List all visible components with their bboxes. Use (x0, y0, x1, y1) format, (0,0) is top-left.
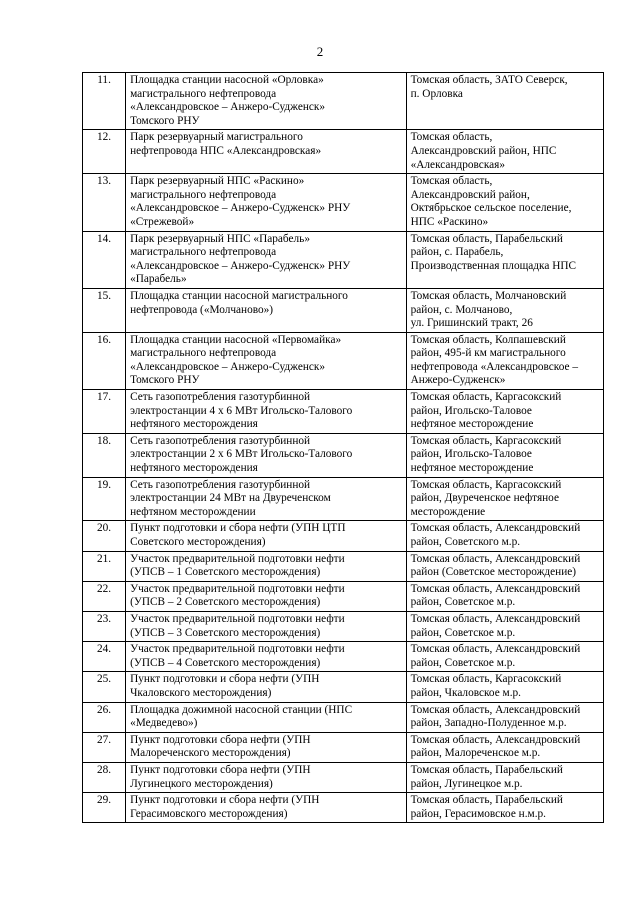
table-row (83, 73, 604, 130)
row-number-cell: 28. (83, 762, 126, 792)
facility-name-line: Пункт подготовки и сбора нефти (УПН (130, 673, 320, 686)
facility-name-line: Пункт подготовки сбора нефти (УПН (130, 733, 311, 746)
facility-name-line: электростанции 2 х 6 МВт Игольско-Талового (130, 448, 353, 461)
facility-name-line: Томского РНУ (130, 374, 200, 387)
table-row (83, 390, 604, 434)
facility-location-cell (406, 174, 603, 231)
facility-location-cell (406, 390, 603, 434)
row-number-cell: 12. (83, 130, 126, 174)
facility-name-line: Сеть газопотребления газотурбинной (130, 434, 311, 447)
facility-location-cell (406, 73, 603, 130)
facility-location-line: район, с. Молчаново, (410, 303, 513, 316)
facility-name-line: нефтепровода НПС «Александровская» (130, 144, 322, 157)
facility-name-line: Участок предварительной подготовки нефти (130, 643, 345, 656)
facility-name-line: нефтяном месторождении (130, 505, 256, 518)
row-number-cell: 16. (83, 332, 126, 389)
facility-location-cell (406, 611, 603, 641)
facility-location-cell (406, 551, 603, 581)
facility-name-cell (126, 477, 407, 521)
facility-location-line: нефтяное месторождение (410, 462, 534, 475)
facility-location-cell (406, 477, 603, 521)
facility-name-line: «Александровское – Анжеро-Судженск» (130, 101, 326, 114)
facility-location-cell (406, 672, 603, 702)
facility-location-line: Томская область, Александровский (410, 522, 581, 535)
facility-location-line: Александровский район, НПС (410, 144, 557, 157)
facility-name-line: Советского месторождения) (130, 536, 266, 548)
facility-location-line: Томская область, Парабельский (410, 232, 563, 245)
facility-location-line: Томская область, Каргасокский (410, 673, 562, 686)
facility-location-line: район, 495-й км магистрального (410, 347, 566, 360)
facility-name-line: магистрального нефтепровода (130, 347, 277, 360)
facility-name-line: Герасимовского месторождения) (130, 807, 288, 820)
facility-name-line: электростанции 24 МВт на Двуреченском (130, 492, 331, 505)
facility-name-cell (126, 231, 407, 288)
facility-name-line: Площадка станции насосной магистрального (130, 289, 348, 302)
row-number-cell: 14. (83, 231, 126, 288)
facility-location-line: нефтяное месторождение (410, 418, 534, 431)
facility-name-line: «Александровское – Анжеро-Судженск» РНУ (130, 259, 351, 272)
facility-name-line: Площадка дожимной насосной станции (НПС (130, 703, 353, 716)
facility-location-cell (406, 130, 603, 174)
facility-name-line: Пункт подготовки и сбора нефти (УПН ЦТП (130, 522, 346, 535)
facility-name-line: магистрального нефтепровода (130, 246, 277, 259)
table-row (83, 732, 604, 762)
facility-location-cell (406, 433, 603, 477)
facility-location-cell (406, 581, 603, 611)
facility-name-line: Сеть газопотребления газотурбинной (130, 391, 311, 404)
facility-name-line: Томского РНУ (130, 114, 200, 127)
facility-location-cell (406, 793, 603, 823)
facility-name-line: Парк резервуарный НПС «Раскино» (130, 175, 305, 188)
facility-location-line: Анжеро-Судженск» (410, 374, 506, 387)
facility-location-line: нефтепровода «Александровское – (410, 360, 578, 373)
facility-name-cell (126, 702, 407, 732)
facility-location-line: НПС «Раскино» (410, 215, 489, 228)
facility-location-line: Томская область, Александровский (410, 612, 581, 625)
facility-name-line: Участок предварительной подготовки нефти (130, 582, 345, 595)
facility-name-line: (УПСВ – 2 Советского месторождения) (130, 596, 321, 609)
facility-location-line: Томская область, Парабельский (410, 763, 563, 776)
facility-location-line: п. Орловка (410, 87, 463, 100)
facility-name-cell (126, 793, 407, 823)
facility-location-line: Томская область, Каргасокский (410, 434, 562, 447)
row-number-cell: 11. (83, 73, 126, 130)
facility-location-cell (406, 231, 603, 288)
facility-name-line: Малореченского месторождения) (130, 747, 291, 760)
facility-name-line: (УПСВ – 4 Советского месторождения) (130, 656, 321, 669)
facility-location-line: район, Чкаловское м.р. (410, 686, 521, 699)
facility-name-line: «Парабель» (130, 273, 187, 286)
facility-location-line: Октябрьское сельское поселение, (410, 202, 572, 215)
table-row (83, 332, 604, 389)
table-row (83, 521, 604, 551)
facility-location-line: район, Малореченское м.р. (410, 747, 541, 760)
table-row (83, 611, 604, 641)
facility-location-line: Томская область, Александровский (410, 643, 581, 656)
facility-location-line: район, Советское м.р. (410, 626, 516, 639)
facility-name-cell (126, 73, 407, 130)
facility-location-line: район, Игольско-Таловое (410, 404, 532, 417)
facility-name-line: электростанции 4 х 6 МВт Игольско-Талового (130, 404, 353, 417)
row-number-cell: 23. (83, 611, 126, 641)
facility-name-line: Лугинецкого месторождения) (130, 777, 273, 790)
table-row (83, 477, 604, 521)
facility-name-cell (126, 332, 407, 389)
row-number-cell: 29. (83, 793, 126, 823)
row-number-cell: 15. (83, 288, 126, 332)
row-number-cell: 22. (83, 581, 126, 611)
row-number-cell: 17. (83, 390, 126, 434)
facility-location-line: «Александровская» (410, 158, 505, 171)
table-row (83, 174, 604, 231)
facility-name-line: магистрального нефтепровода (130, 87, 277, 100)
facility-name-cell (126, 390, 407, 434)
facility-location-line: район, Лугинецкое м.р. (410, 777, 523, 790)
facility-name-line: нефтепровода («Молчаново») (130, 303, 274, 316)
facility-name-cell (126, 611, 407, 641)
row-number-cell: 26. (83, 702, 126, 732)
facilities-table-body (83, 73, 604, 823)
table-row (83, 130, 604, 174)
facility-location-line: район, Западно-Полуденное м.р. (410, 717, 567, 730)
facility-name-line: Участок предварительной подготовки нефти (130, 552, 345, 565)
table-row (83, 581, 604, 611)
facility-name-cell (126, 130, 407, 174)
facility-name-line: Пункт подготовки сбора нефти (УПН (130, 763, 311, 776)
facility-location-line: Томская область, (410, 131, 493, 144)
facility-location-line: район, Герасимовское н.м.р. (410, 807, 547, 820)
facility-location-line: Томская область, Каргасокский (410, 478, 562, 491)
facility-location-cell (406, 732, 603, 762)
page-number: 2 (316, 44, 324, 59)
row-number-cell: 18. (83, 433, 126, 477)
facility-location-cell (406, 332, 603, 389)
facility-location-line: Томская область, Колпашевский (410, 333, 566, 346)
facility-name-line: магистрального нефтепровода (130, 188, 277, 201)
facility-location-line: район, Советского м.р. (410, 536, 521, 548)
facility-location-line: Томская область, ЗАТО Северск, (410, 74, 568, 86)
facility-location-cell (406, 642, 603, 672)
facility-location-cell (406, 288, 603, 332)
facility-location-line: Производственная площадка НПС (410, 259, 577, 272)
facility-name-line: нефтяного месторождения (130, 418, 258, 431)
facility-location-line: район, с. Парабель, (410, 246, 504, 259)
row-number-cell: 21. (83, 551, 126, 581)
facility-name-cell (126, 288, 407, 332)
facility-location-cell (406, 762, 603, 792)
facility-location-line: Томская область, Александровский (410, 552, 581, 565)
table-row (83, 702, 604, 732)
facility-name-cell (126, 762, 407, 792)
facility-name-line: Площадка станции насосной «Орловка» (130, 74, 324, 86)
facility-name-cell (126, 521, 407, 551)
table-row (83, 288, 604, 332)
facility-location-line: ул. Гришинский тракт, 26 (410, 317, 533, 330)
table-row (83, 762, 604, 792)
row-number-cell: 24. (83, 642, 126, 672)
facilities-table (82, 72, 604, 823)
table-row (83, 231, 604, 288)
facility-name-cell (126, 174, 407, 231)
facility-location-line: Томская область, Молчановский (410, 289, 567, 302)
facility-name-cell (126, 642, 407, 672)
facility-name-cell (126, 732, 407, 762)
facility-name-line: «Александровское – Анжеро-Судженск» (130, 360, 326, 373)
facility-location-line: Томская область, Парабельский (410, 794, 563, 807)
facility-location-line: район, Советское м.р. (410, 596, 516, 609)
row-number-cell: 13. (83, 174, 126, 231)
row-number-cell: 25. (83, 672, 126, 702)
facility-location-line: Александровский район, (410, 188, 530, 201)
facility-location-line: Томская область, (410, 175, 493, 188)
facility-location-line: месторождение (410, 505, 486, 518)
row-number-cell: 19. (83, 477, 126, 521)
facility-name-line: Пункт подготовки и сбора нефти (УПН (130, 794, 320, 807)
facility-name-line: (УПСВ – 3 Советского месторождения) (130, 626, 321, 639)
row-number-cell: 20. (83, 521, 126, 551)
table-row (83, 793, 604, 823)
table-row (83, 672, 604, 702)
facility-name-cell (126, 551, 407, 581)
facility-location-cell (406, 702, 603, 732)
facility-name-cell (126, 581, 407, 611)
facility-location-line: район (Советское месторождение) (410, 566, 577, 579)
facility-name-cell (126, 672, 407, 702)
facility-name-line: Участок предварительной подготовки нефти (130, 612, 345, 625)
facility-location-cell (406, 521, 603, 551)
facility-name-line: «Стрежевой» (130, 215, 195, 228)
facility-name-line: (УПСВ – 1 Советского месторождения) (130, 566, 321, 579)
facility-name-line: «Александровское – Анжеро-Судженск» РНУ (130, 202, 351, 215)
facility-name-cell (126, 433, 407, 477)
row-number-cell: 27. (83, 732, 126, 762)
facility-location-line: район, Игольско-Таловое (410, 448, 532, 461)
table-row (83, 642, 604, 672)
facility-location-line: Томская область, Каргасокский (410, 391, 562, 404)
facility-location-line: Томская область, Александровский (410, 733, 581, 746)
facility-name-line: Сеть газопотребления газотурбинной (130, 478, 311, 491)
facility-location-line: Томская область, Александровский (410, 582, 581, 595)
facility-location-line: район, Двуреченское нефтяное (410, 492, 559, 505)
table-row (83, 551, 604, 581)
facility-name-line: Чкаловского месторождения) (130, 686, 272, 699)
facility-location-line: Томская область, Александровский (410, 703, 581, 716)
facility-name-line: «Медведево») (130, 717, 198, 730)
table-row (83, 433, 604, 477)
facility-name-line: нефтяного месторождения (130, 462, 258, 475)
facility-name-line: Парк резервуарный магистрального (130, 131, 303, 144)
facility-name-line: Площадка станции насосной «Первомайка» (130, 333, 342, 346)
facility-name-line: Парк резервуарный НПС «Парабель» (130, 232, 310, 245)
facility-location-line: район, Советское м.р. (410, 656, 516, 669)
